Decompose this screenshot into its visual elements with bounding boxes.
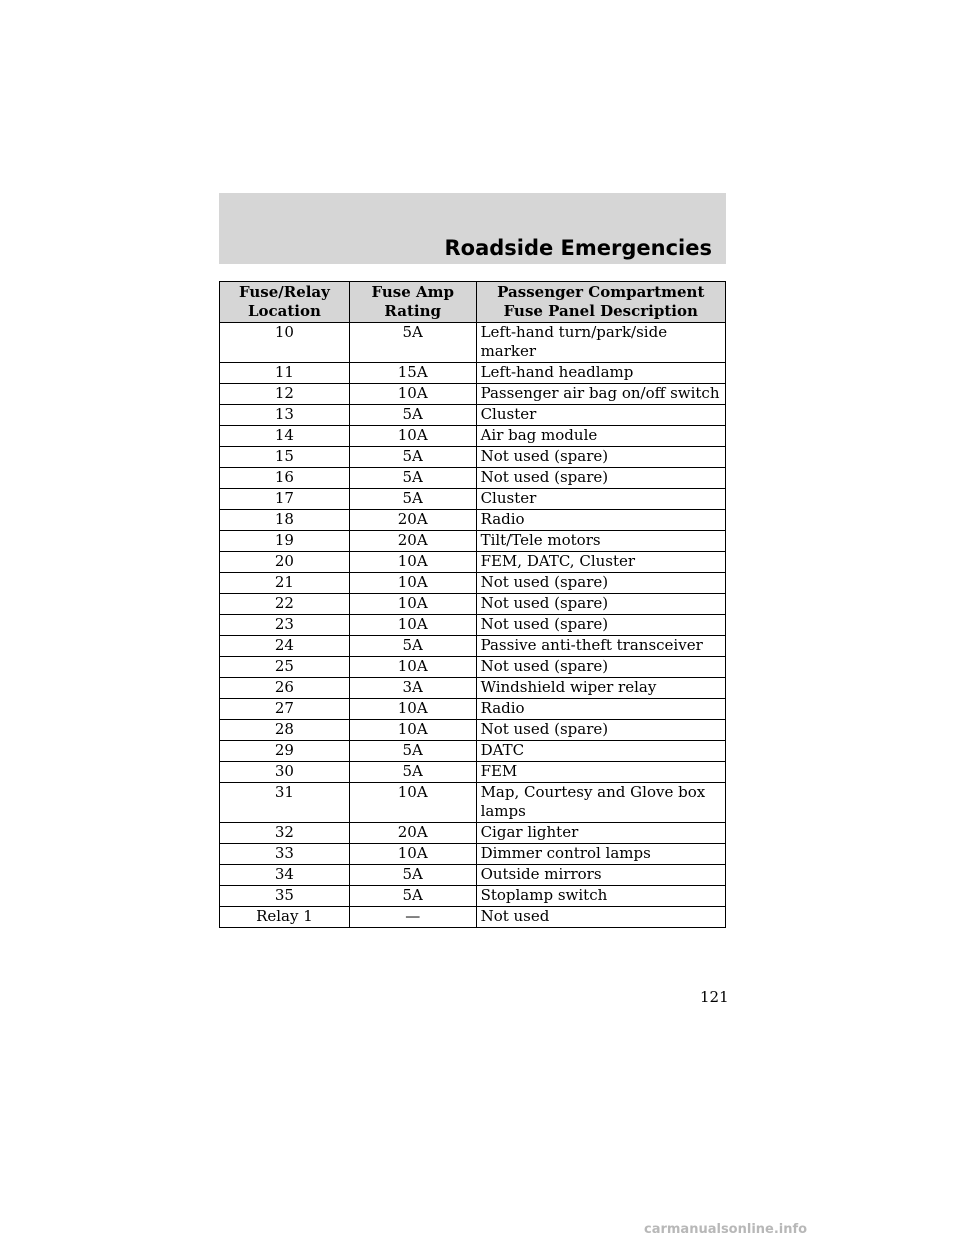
- cell-amp-rating: 10A: [349, 552, 476, 573]
- cell-location: 17: [220, 489, 350, 510]
- cell-description: Radio: [476, 699, 725, 720]
- table-row: [220, 405, 726, 426]
- cell-description: Cluster: [476, 489, 725, 510]
- cell-location: 32: [220, 823, 350, 844]
- cell-location: 20: [220, 552, 350, 573]
- table-body: [220, 323, 726, 928]
- cell-description: Left-hand headlamp: [476, 363, 725, 384]
- cell-location: 12: [220, 384, 350, 405]
- table-row: [220, 762, 726, 783]
- cell-amp-rating: 10A: [349, 657, 476, 678]
- cell-amp-rating: 5A: [349, 741, 476, 762]
- table-row: [220, 783, 726, 823]
- table-row: [220, 323, 726, 363]
- cell-amp-rating: 15A: [349, 363, 476, 384]
- cell-amp-rating: 10A: [349, 720, 476, 741]
- cell-amp-rating: 20A: [349, 510, 476, 531]
- cell-description: DATC: [476, 741, 725, 762]
- cell-amp-rating: 3A: [349, 678, 476, 699]
- cell-amp-rating: 5A: [349, 323, 476, 363]
- cell-description: Air bag module: [476, 426, 725, 447]
- cell-description: FEM, DATC, Cluster: [476, 552, 725, 573]
- table-row: [220, 363, 726, 384]
- cell-amp-rating: 10A: [349, 594, 476, 615]
- cell-amp-rating: 20A: [349, 823, 476, 844]
- section-title: Roadside Emergencies: [444, 236, 712, 260]
- table-row: [220, 907, 726, 928]
- cell-location: 23: [220, 615, 350, 636]
- cell-description: Not used (spare): [476, 447, 725, 468]
- table-row: [220, 844, 726, 865]
- cell-location: 30: [220, 762, 350, 783]
- cell-description: Tilt/Tele motors: [476, 531, 725, 552]
- cell-amp-rating: 5A: [349, 865, 476, 886]
- cell-description: Passenger air bag on/off switch: [476, 384, 725, 405]
- cell-amp-rating: 5A: [349, 762, 476, 783]
- section-header-band: [219, 193, 726, 264]
- cell-location: 11: [220, 363, 350, 384]
- table-row: [220, 552, 726, 573]
- cell-amp-rating: 10A: [349, 426, 476, 447]
- cell-description: Cigar lighter: [476, 823, 725, 844]
- cell-amp-rating: 10A: [349, 699, 476, 720]
- cell-amp-rating: —: [349, 907, 476, 928]
- cell-location: 21: [220, 573, 350, 594]
- cell-amp-rating: 5A: [349, 405, 476, 426]
- cell-description: Not used (spare): [476, 615, 725, 636]
- cell-amp-rating: 10A: [349, 384, 476, 405]
- cell-location: 24: [220, 636, 350, 657]
- page-number: 121: [700, 988, 729, 1006]
- cell-location: 15: [220, 447, 350, 468]
- cell-amp-rating: 5A: [349, 468, 476, 489]
- column-header-amp-rating: Fuse Amp Rating: [349, 282, 476, 323]
- cell-description: Not used (spare): [476, 657, 725, 678]
- cell-location: 19: [220, 531, 350, 552]
- cell-location: 35: [220, 886, 350, 907]
- cell-description: Radio: [476, 510, 725, 531]
- table-row: [220, 865, 726, 886]
- table-row: [220, 657, 726, 678]
- cell-description: Not used (spare): [476, 720, 725, 741]
- cell-description: Cluster: [476, 405, 725, 426]
- column-header-location: Fuse/Relay Location: [220, 282, 350, 323]
- table-row: [220, 510, 726, 531]
- table-row: [220, 384, 726, 405]
- table-row: [220, 489, 726, 510]
- cell-description: Stoplamp switch: [476, 886, 725, 907]
- table-row: [220, 426, 726, 447]
- table-row: [220, 468, 726, 489]
- cell-location: 29: [220, 741, 350, 762]
- table-header-row: [220, 282, 726, 323]
- cell-description: Not used (spare): [476, 594, 725, 615]
- table-row: [220, 678, 726, 699]
- cell-description: Left-hand turn/park/side marker: [476, 323, 725, 363]
- cell-description: Not used (spare): [476, 468, 725, 489]
- cell-location: 13: [220, 405, 350, 426]
- table-row: [220, 720, 726, 741]
- cell-location: 10: [220, 323, 350, 363]
- cell-amp-rating: 5A: [349, 447, 476, 468]
- cell-description: Windshield wiper relay: [476, 678, 725, 699]
- cell-amp-rating: 5A: [349, 489, 476, 510]
- table-row: [220, 741, 726, 762]
- table-row: [220, 573, 726, 594]
- cell-description: Outside mirrors: [476, 865, 725, 886]
- table-row: [220, 615, 726, 636]
- cell-location: 26: [220, 678, 350, 699]
- table-row: [220, 531, 726, 552]
- fuse-table: [219, 281, 726, 928]
- table-row: [220, 636, 726, 657]
- cell-location: 16: [220, 468, 350, 489]
- cell-location: 28: [220, 720, 350, 741]
- cell-amp-rating: 20A: [349, 531, 476, 552]
- table-row: [220, 447, 726, 468]
- watermark: carmanualsonline.info: [644, 1222, 808, 1237]
- cell-description: Dimmer control lamps: [476, 844, 725, 865]
- cell-location: 14: [220, 426, 350, 447]
- cell-description: Not used: [476, 907, 725, 928]
- cell-location: 33: [220, 844, 350, 865]
- cell-location: 31: [220, 783, 350, 823]
- table-row: [220, 823, 726, 844]
- cell-location: Relay 1: [220, 907, 350, 928]
- cell-amp-rating: 10A: [349, 783, 476, 823]
- cell-description: FEM: [476, 762, 725, 783]
- cell-amp-rating: 10A: [349, 844, 476, 865]
- table-row: [220, 594, 726, 615]
- cell-location: 18: [220, 510, 350, 531]
- cell-location: 22: [220, 594, 350, 615]
- cell-description: Not used (spare): [476, 573, 725, 594]
- table-row: [220, 699, 726, 720]
- cell-amp-rating: 5A: [349, 886, 476, 907]
- cell-description: Passive anti-theft transceiver: [476, 636, 725, 657]
- column-header-description: Passenger Compartment Fuse Panel Description: [476, 282, 725, 323]
- cell-description: Map, Courtesy and Glove box lamps: [476, 783, 725, 823]
- cell-location: 27: [220, 699, 350, 720]
- cell-amp-rating: 10A: [349, 573, 476, 594]
- cell-amp-rating: 10A: [349, 615, 476, 636]
- cell-location: 25: [220, 657, 350, 678]
- table-row: [220, 886, 726, 907]
- cell-location: 34: [220, 865, 350, 886]
- cell-amp-rating: 5A: [349, 636, 476, 657]
